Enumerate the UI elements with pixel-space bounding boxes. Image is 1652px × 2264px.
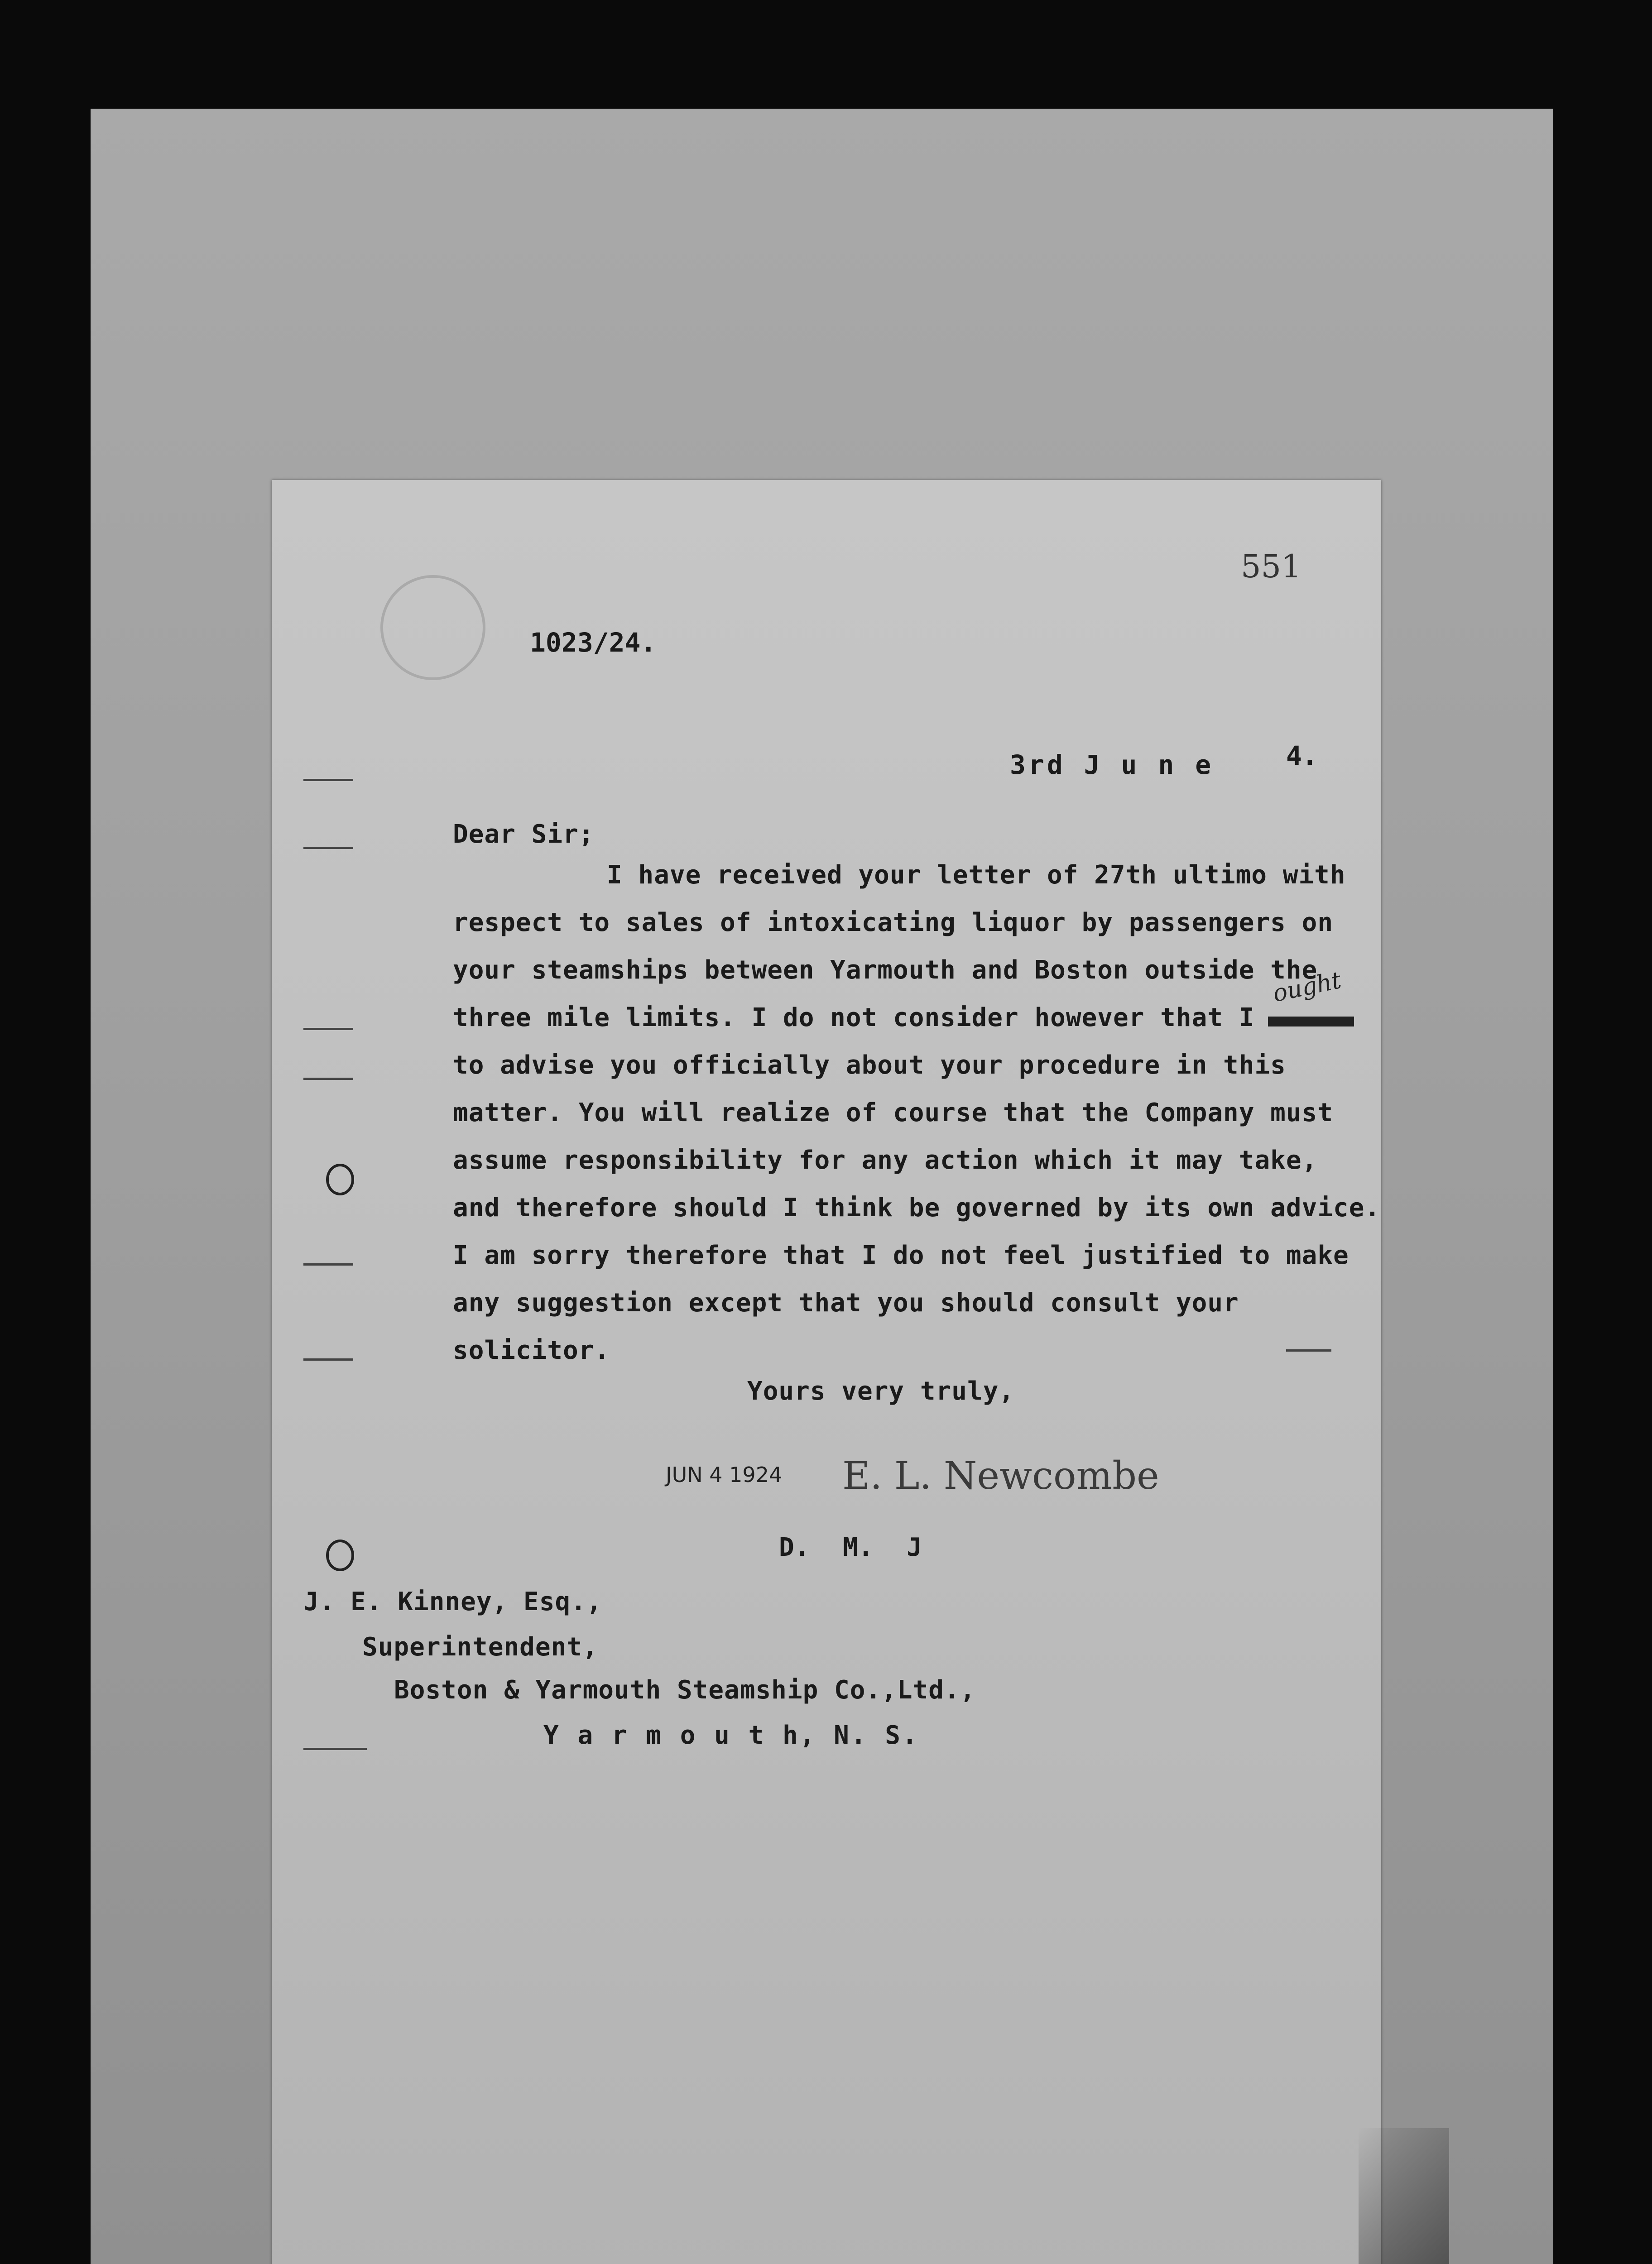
- body-line-2: respect to sales of intoxicating liquor by passengers on: [453, 908, 1334, 937]
- body-line-6: matter. You will realize of course that the Company must: [453, 1098, 1334, 1127]
- body-line-7: assume responsibility for any action which it may take,: [453, 1146, 1318, 1175]
- body-line-10: any suggestion except that you should consult your: [453, 1288, 1239, 1318]
- address-line-4: Y a r m o u t h, N. S.: [543, 1721, 919, 1750]
- letter-date-year: 4.: [1286, 740, 1318, 771]
- letter-date: 3rd J u n e: [1010, 749, 1214, 780]
- page-number: 551: [1241, 548, 1301, 585]
- body-line-8: and therefore should I think be governed by its own advice.: [453, 1193, 1381, 1223]
- margin-tick: [303, 1748, 367, 1750]
- margin-tick: [303, 847, 353, 849]
- body-line-11: solicitor.: [453, 1336, 610, 1365]
- handwritten-correction: ought: [1270, 966, 1344, 1008]
- faded-stamp: [380, 575, 485, 680]
- margin-tick: [1286, 1349, 1331, 1352]
- margin-tick: [303, 1028, 353, 1030]
- body-line-9: I am sorry therefore that I do not feel justified to make: [453, 1241, 1349, 1270]
- file-reference: 1023/24.: [530, 627, 657, 658]
- body-line-1: I have received your letter of 27th ultimo with: [607, 860, 1346, 890]
- initials: D. M. J: [779, 1533, 922, 1562]
- margin-tick: [303, 1358, 353, 1361]
- address-line-1: J. E. Kinney, Esq.,: [303, 1587, 602, 1616]
- punch-hole: [326, 1164, 354, 1195]
- signature: E. L. Newcombe: [842, 1453, 1159, 1498]
- sheet-shadow: [1359, 2128, 1449, 2264]
- address-line-2: Superintendent,: [362, 1632, 598, 1662]
- struck-out-word: [1268, 1017, 1354, 1026]
- margin-tick: [303, 779, 353, 781]
- body-line-4: three mile limits. I do not consider however that I: [453, 1003, 1255, 1032]
- salutation: Dear Sir;: [453, 820, 595, 849]
- closing: Yours very truly,: [747, 1377, 1015, 1406]
- date-stamp: JUN 4 1924: [666, 1463, 783, 1487]
- body-line-5: to advise you officially about your procedure in this: [453, 1050, 1286, 1080]
- margin-tick: [303, 1263, 353, 1266]
- letter-sheet: [272, 480, 1381, 2264]
- punch-hole: [326, 1540, 354, 1571]
- body-line-3: your steamships between Yarmouth and Boston outside the: [453, 955, 1318, 985]
- address-line-3: Boston & Yarmouth Steamship Co.,Ltd.,: [394, 1675, 976, 1705]
- margin-tick: [303, 1078, 353, 1080]
